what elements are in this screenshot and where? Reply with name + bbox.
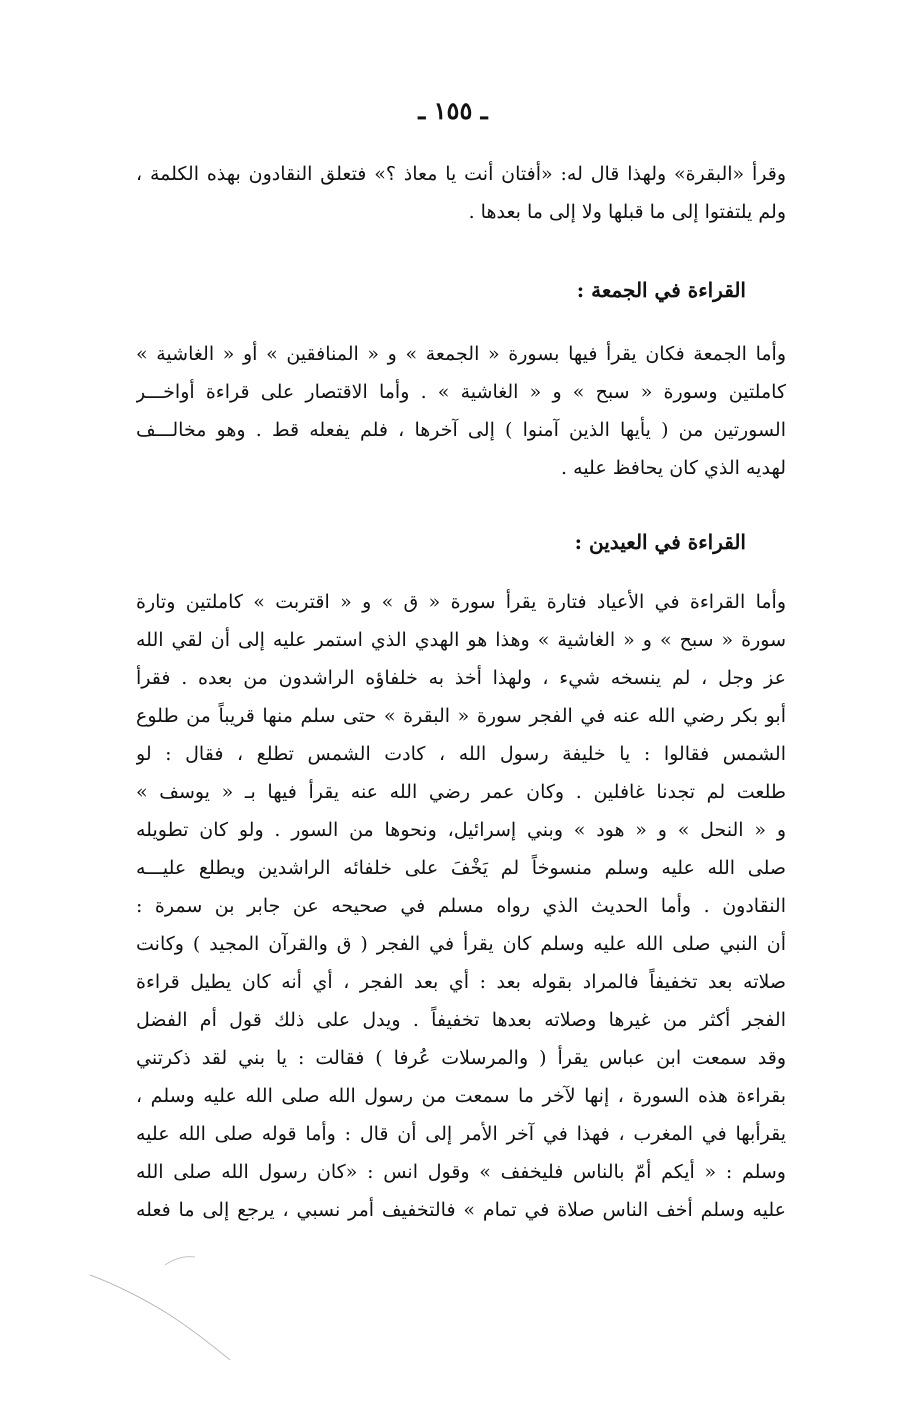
- text-line: عليه وسلم أخف الناس صلاة في تمام » فالتخفيف أمر نسبي ، يرجع إلى ما فعله: [136, 1199, 786, 1221]
- text-line: النقادون . وأما الحديث الذي رواه مسلم في صحيحه عن جابر بن سمرة :: [136, 895, 786, 917]
- text-line: وأما القراءة في الأعياد فتارة يقرأ سورة « ق » و « اقتربت » كاملتين وتارة: [136, 591, 786, 613]
- text-line: صلى الله عليه وسلم منسوخاً لم يَخْفَ على خلفائه الراشدين ويطلع عليـــه: [136, 857, 786, 879]
- pencil-mark: [90, 1245, 310, 1395]
- text-line: الفجر أكثر من غيرها وصلاته بعدها تخفيفاً . ويدل على ذلك قول أم الفضل: [136, 1009, 786, 1031]
- text-line: سورة « سبح » و « الغاشية » وهذا هو الهدي الذي استمر عليه إلى أن لقي الله: [136, 629, 786, 651]
- text-line: صلاته بعد تخفيفاً فالمراد بقوله بعد : أي بعد الفجر ، أي أنه كان يطيل قراءة: [136, 971, 786, 993]
- friday-paragraph: [136, 335, 786, 487]
- text-line: كاملتين وسورة « سبح » و « الغاشية » . وأما الاقتصار على قراءة أواخـــر: [136, 381, 786, 403]
- text-line: و « النحل » و « هود » وبني إسرائيل، ونحوها من السور . ولو كان تطويله: [136, 819, 786, 841]
- text-line: ولم يلتفتوا إلى ما قبلها ولا إلى ما بعدها .: [468, 201, 786, 223]
- text-line: بقراءة هذه السورة ، إنها لآخر ما سمعت من رسول الله صلى الله عليه وسلم ،: [136, 1085, 786, 1107]
- eids-paragraph: [136, 583, 786, 1229]
- section-heading-friday: القراءة في الجمعة :: [576, 278, 746, 302]
- text-line: لهديه الذي كان يحافظ عليه .: [561, 457, 786, 479]
- text-line: الشمس فقالوا : يا خليفة رسول الله ، كادت الشمس تطلع ، فقال : لو: [136, 743, 786, 765]
- intro-paragraph: [136, 155, 786, 231]
- text-line: وقد سمعت ابن عباس يقرأ ( والمرسلات عُرفا ) فقالت : يا بني لقد ذكرتني: [136, 1047, 786, 1069]
- text-line: عز وجل ، لم ينسخه شيء ، ولهذا أخذ به خلفاؤه الراشدون من بعده . فقرأ: [136, 667, 786, 689]
- text-line: طلعت لم تجدنا غافلين . وكان عمر رضي الله عنه يقرأ فيها بـ « يوسف »: [136, 781, 786, 803]
- text-line: وسلم : « أيكم أمّ بالناس فليخفف » وقول انس : «كان رسول الله صلى الله: [136, 1161, 786, 1183]
- text-line: وقرأ «البقرة» ولهذا قال له: «أفتان أنت يا معاذ ؟» فتعلق النقادون بهذه الكلمة ،: [136, 163, 786, 185]
- text-line: أبو بكر رضي الله عنه في الفجر سورة « البقرة » حتى سلم منها قريباً من طلوع: [136, 705, 786, 727]
- page-number: ـ ١٥٥ ـ: [418, 96, 488, 125]
- text-line: أن النبي صلى الله عليه وسلم كان يقرأ في الفجر ( ق والقرآن المجيد ) وكانت: [136, 933, 786, 955]
- section-heading-eids: القراءة في العيدين :: [574, 530, 746, 554]
- text-line: يقرأبها في المغرب ، فهذا في آخر الأمر إلى أن قال : وأما قوله صلى الله عليه: [136, 1123, 786, 1145]
- text-line: وأما الجمعة فكان يقرأ فيها بسورة « الجمعة » و « المنافقين » أو « الغاشية »: [136, 343, 786, 365]
- text-line: السورتين من ( يأيها الذين آمنوا ) إلى آخرها ، فلم يفعله قط . وهو مخالـــف: [136, 419, 786, 441]
